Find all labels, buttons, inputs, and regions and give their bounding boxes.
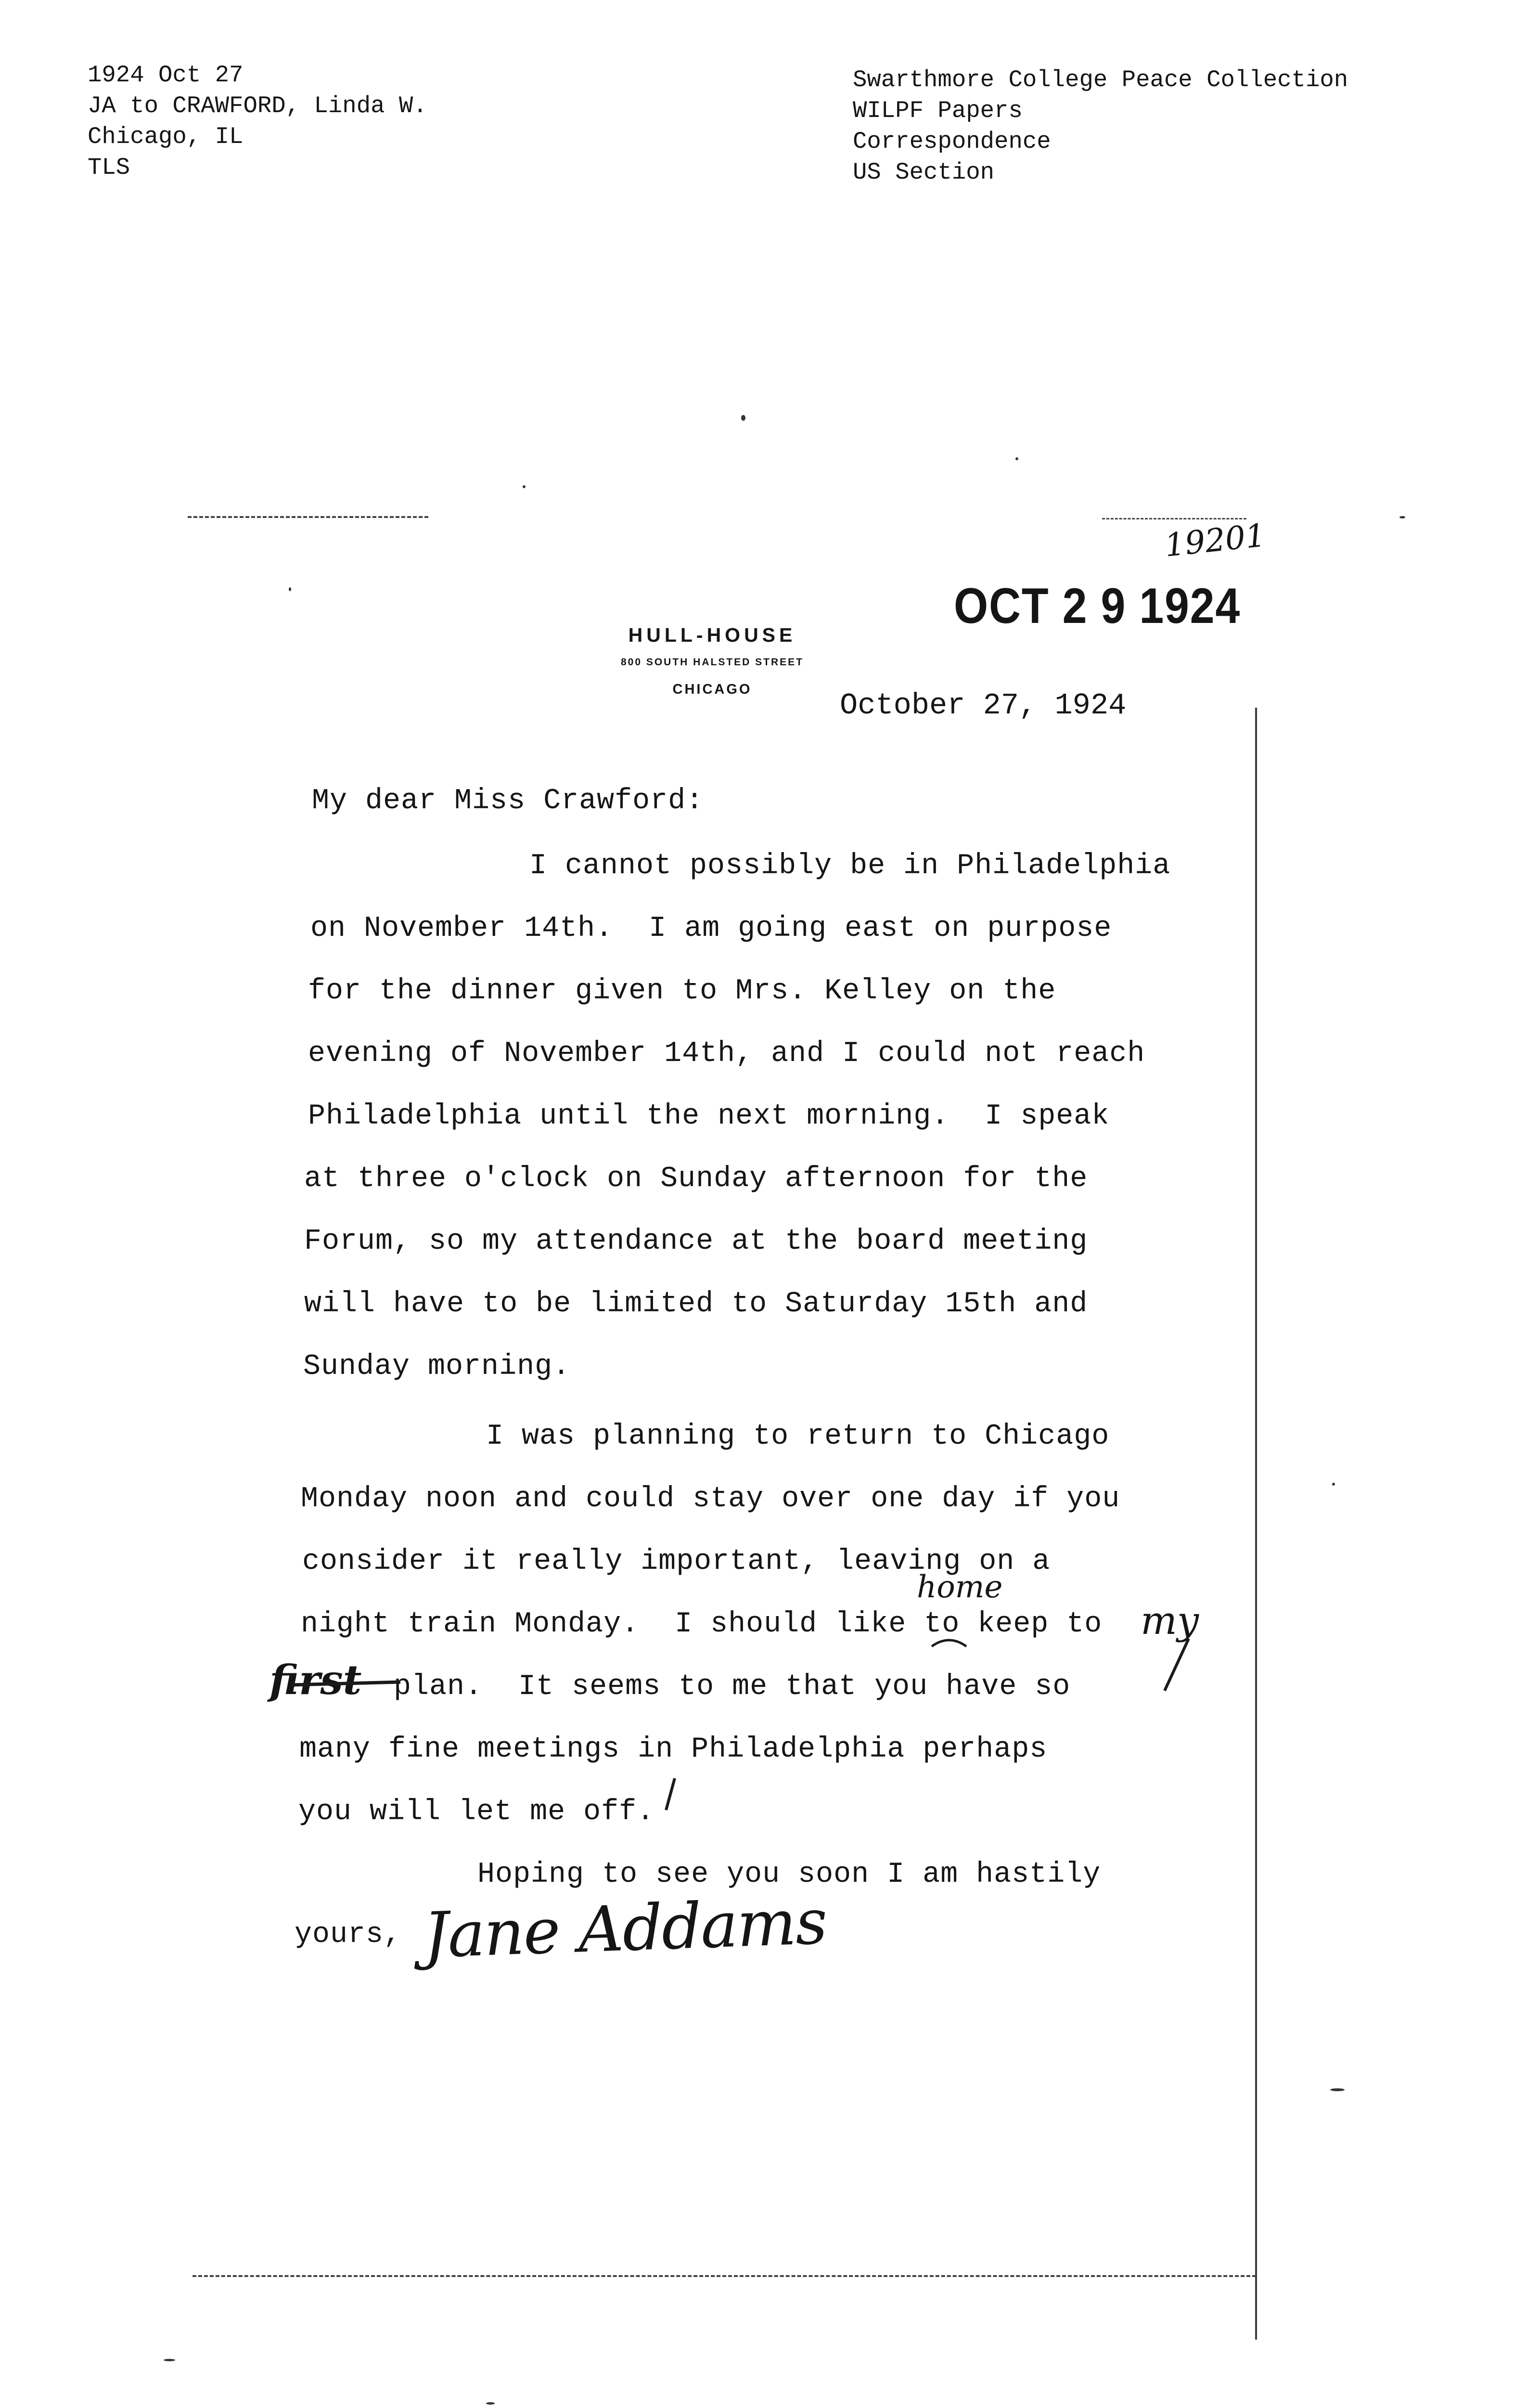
right-edge-line (1255, 708, 1257, 2340)
body-line: Sunday morning. (303, 1350, 571, 1383)
header-section: US Section (853, 159, 995, 186)
body-line: at three o'clock on Sunday afternoon for the (304, 1163, 1088, 1195)
body-line: Philadelphia until the next morning. I speak (308, 1100, 1110, 1133)
body-line: evening of November 14th, and I could not reach (308, 1037, 1145, 1070)
bottom-edge-line (192, 2275, 1256, 2277)
body-line: consider it really important, leaving on a (302, 1545, 1051, 1578)
handwritten-mark (660, 1776, 680, 1815)
handwritten-struck-word: first (270, 1656, 362, 1704)
body-line: Monday noon and could stay over one day if you (301, 1483, 1120, 1515)
archive-header-right (853, 65, 1348, 188)
header-series: Correspondence (853, 128, 1051, 155)
speck (523, 485, 526, 488)
header-papers: WILPF Papers (853, 97, 1023, 124)
body-line: Forum, so my attendance at the board meeting (304, 1225, 1088, 1258)
body-line: will have to be limited to Saturday 15th and (304, 1288, 1088, 1320)
header-collection: Swarthmore College Peace Collection (853, 66, 1348, 93)
closing-line: Hoping to see you soon I am hastily (477, 1858, 1101, 1891)
body-line: I was planning to return to Chicago (486, 1420, 1110, 1453)
body-line: plan. It seems to me that you have so (394, 1670, 1071, 1703)
letterhead-name: HULL-HOUSE (628, 624, 796, 646)
handwritten-stroke (1160, 1637, 1194, 1695)
speck (1330, 2088, 1345, 2091)
closing-word: yours, (295, 1918, 402, 1951)
archive-header-left (88, 60, 427, 183)
insertion-caret (930, 1632, 968, 1651)
speck (1399, 516, 1405, 518)
body-line: you will let me off. (298, 1796, 655, 1828)
letterhead-city: CHICAGO (672, 682, 752, 697)
body-line: I cannot possibly be in Philadelphia (529, 850, 1171, 882)
speck (486, 2402, 495, 2405)
header-doc-type: TLS (88, 154, 130, 181)
body-line: many fine meetings in Philadelphia perhaps (299, 1733, 1048, 1766)
signature (423, 1885, 828, 1972)
top-edge-line (188, 516, 428, 518)
salutation: My dear Miss Crawford: (312, 785, 704, 817)
speck (289, 587, 291, 591)
strike-through (289, 1670, 404, 1695)
header-date: 1924 Oct 27 (88, 62, 244, 89)
speck (1332, 1483, 1335, 1486)
speck (1015, 457, 1018, 460)
top-edge-line-right (1102, 518, 1246, 519)
handwritten-insert-above: home (917, 1569, 1003, 1605)
body-line: night train Monday. I should like to keep to (301, 1608, 1103, 1641)
signature-text: Jane Addams (422, 1885, 828, 1972)
letterhead-street: 800 SOUTH HALSTED STREET (620, 657, 804, 668)
body-line: on November 14th. I am going east on purpose (310, 912, 1112, 945)
received-date-stamp: OCT 2 9 1924 (954, 578, 1241, 634)
handwritten-insert-after: my (1141, 1598, 1199, 1643)
letter-date: October 27, 1924 (840, 688, 1127, 723)
header-place: Chicago, IL (88, 123, 244, 150)
speck (741, 415, 745, 421)
speck (164, 2359, 175, 2361)
header-correspondents: JA to CRAWFORD, Linda W. (88, 92, 427, 119)
archive-number: 19201 (1163, 517, 1268, 564)
body-line: for the dinner given to Mrs. Kelley on the (308, 975, 1056, 1008)
